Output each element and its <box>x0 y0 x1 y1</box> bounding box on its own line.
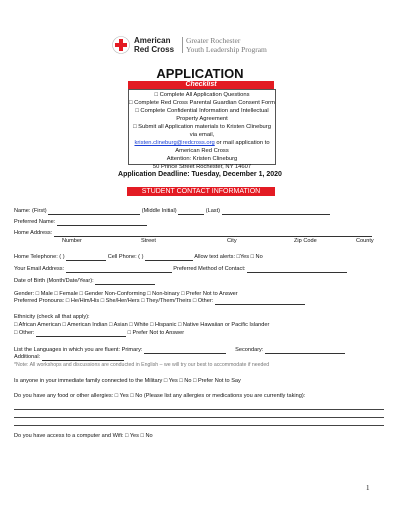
checklist-header <box>128 81 274 89</box>
email-link[interactable]: kristen.clineburg@redcross.org <box>134 140 215 146</box>
email-line <box>129 139 275 147</box>
gender-row[interactable]: Gender: □ Male □ Female □ Gender Non-Conforming □ Non-binary □ Prefer Not to Answer <box>14 291 238 297</box>
military-row[interactable]: Is anyone in your immediate family connected to the Military □ Yes □ No □ Prefer Not to Say <box>14 378 241 384</box>
email-field[interactable] <box>66 267 172 273</box>
page-title: APPLICATION <box>156 66 244 81</box>
preferred-name-row <box>14 219 147 226</box>
program-line2: Youth Leadership Program <box>186 44 267 54</box>
page-number: 1 <box>366 484 370 492</box>
language-note: *Note: All workshops and discussions are conducted in English – we will try our best to accommodate if needed <box>14 362 270 368</box>
home-address-field[interactable] <box>54 231 372 237</box>
address-col-city: City <box>227 238 237 244</box>
home-phone-label: Home Telephone: ( ) <box>14 254 65 260</box>
name-row <box>14 208 330 215</box>
address-col-zip: Zip Code <box>294 238 317 244</box>
program-name <box>186 37 267 54</box>
dob-label: Date of Birth (Month/Date/Year): <box>14 278 94 284</box>
ethnicity-label: Ethnicity (check all that apply): <box>14 314 90 320</box>
email-label: Your Email Address: <box>14 266 65 272</box>
additional-language-field[interactable] <box>42 355 124 361</box>
checklist-header-label: Checklist <box>185 81 217 88</box>
ethnicity-prefer-not[interactable]: □ Prefer Not to Answer <box>127 330 185 336</box>
allergies-line[interactable] <box>14 417 384 418</box>
org-name <box>134 36 174 54</box>
home-address-row <box>14 230 372 237</box>
allergies-line[interactable] <box>14 425 384 426</box>
home-phone-field[interactable] <box>66 255 106 261</box>
pronouns-row <box>14 298 305 305</box>
dob-field[interactable] <box>95 279 155 285</box>
cell-phone-label: Cell Phone: ( ) <box>107 254 144 260</box>
address-col-street: Street <box>141 238 156 244</box>
checklist-item: □ Complete Red Cross Parental Guardian Consent Form <box>129 100 275 106</box>
secondary-language-field[interactable] <box>265 348 345 354</box>
languages-row <box>14 347 345 354</box>
address-col-number: Number <box>62 238 82 244</box>
languages-label: List the Languages in which you are fluent: Primary: <box>14 347 143 353</box>
address-line: 50 Prince Street Rochester, NY 14607 <box>152 164 252 170</box>
section-header <box>127 187 275 196</box>
email-suffix: or mail application to <box>214 140 270 146</box>
dob-row <box>14 278 155 285</box>
preferred-name-field[interactable] <box>57 220 147 226</box>
logo-divider <box>182 37 183 53</box>
contact-method-label: Preferred Method of Contact: <box>173 266 246 272</box>
home-address-label: Home Address: <box>14 230 53 236</box>
phone-row <box>14 254 263 261</box>
deadline: Application Deadline: Tuesday, December 1, 2020 <box>118 171 282 178</box>
ethnicity-other-label[interactable]: □ Other: <box>14 330 35 336</box>
address-col-county: County <box>356 238 374 244</box>
red-cross-logo <box>112 36 130 54</box>
first-name-label: Name: (First) <box>14 208 47 214</box>
middle-initial-label: (Middle Initial) <box>141 208 177 214</box>
text-alerts-label: Allow text alerts: □Yes □ No <box>194 254 263 260</box>
ethnicity-other-field[interactable] <box>36 331 126 337</box>
checklist-item: □ Complete All Application Questions <box>154 92 250 98</box>
org-line1: American <box>134 36 171 45</box>
email-row <box>14 266 347 273</box>
middle-initial-field[interactable] <box>178 209 204 215</box>
cell-phone-field[interactable] <box>145 255 193 261</box>
last-name-label: (Last) <box>205 208 221 214</box>
section-header-label: STUDENT CONTACT INFORMATION <box>141 188 261 195</box>
additional-row <box>14 354 124 361</box>
contact-method-field[interactable] <box>247 267 347 273</box>
ethnicity-options[interactable]: □ African American □ American Indian □ Asian □ White □ Hispanic □ Native Hawaiian or Pacific Islander <box>14 322 270 328</box>
allergies-row[interactable]: Do you have any food or other allergies: □ Yes □ No (Please list any allergies or medications you are currently taking): <box>14 393 306 399</box>
computer-access-row[interactable]: Do you have access to a computer and Wifi: □ Yes □ No <box>14 433 153 439</box>
org-line2: Red Cross <box>134 45 175 54</box>
last-name-field[interactable] <box>222 209 330 215</box>
allergies-line[interactable] <box>14 409 384 410</box>
secondary-language-label: Secondary: <box>235 347 264 353</box>
program-line1: Greater Rochester <box>186 36 241 45</box>
address-line: Attention: Kristen Clineburg <box>166 156 238 162</box>
first-name-field[interactable] <box>48 209 140 215</box>
address-line: American Red Cross <box>175 148 229 154</box>
additional-language-label: Additional: <box>14 354 41 360</box>
primary-language-field[interactable] <box>144 348 226 354</box>
preferred-name-label: Preferred Name: <box>14 219 56 225</box>
checklist-box <box>128 89 276 170</box>
pronouns-other-field[interactable] <box>215 299 305 305</box>
checklist-item: □ Complete Confidential Information and Intellectual Property Agreement <box>135 108 269 122</box>
checklist-item: □ Submit all Application materials to Kristen Clineburg via email, <box>133 124 271 138</box>
ethnicity-other-row <box>14 330 184 337</box>
pronouns-label[interactable]: Preferred Pronouns: □ He/Him/His □ She/Her/Hers □ They/Them/Theirs □ Other: <box>14 298 214 304</box>
